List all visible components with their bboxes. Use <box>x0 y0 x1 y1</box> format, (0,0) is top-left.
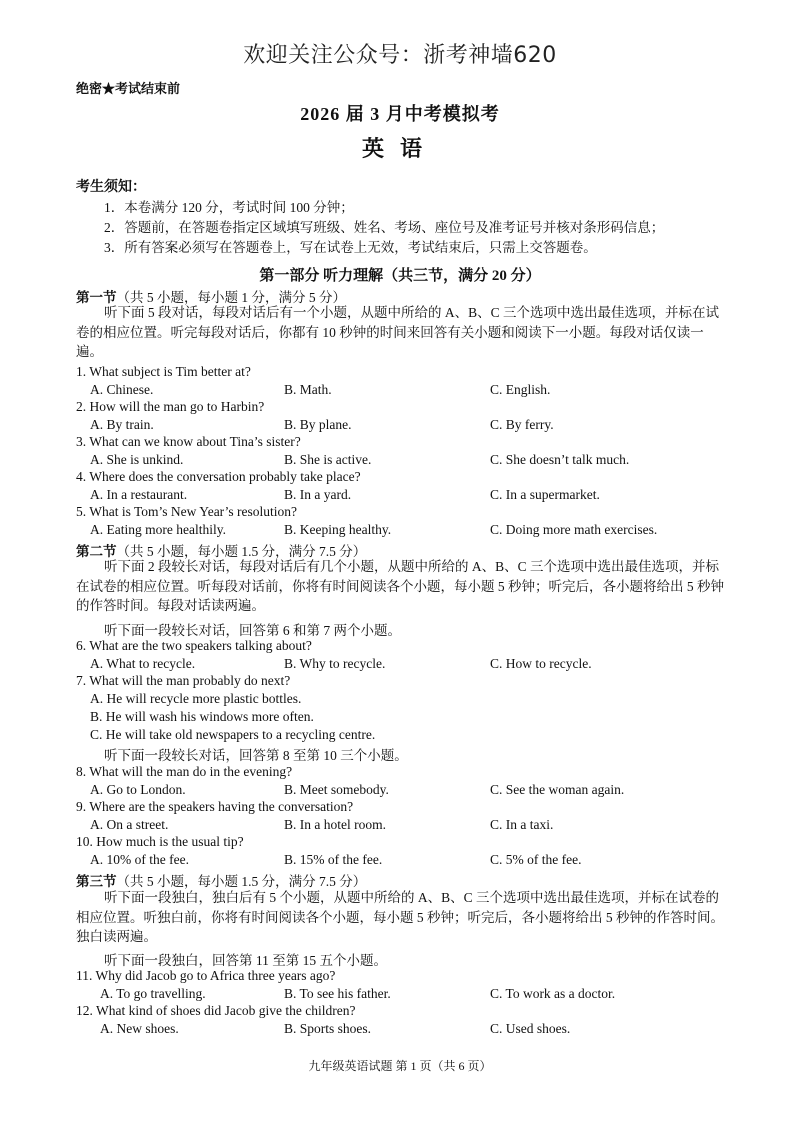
part1-title: 第一部分 听力理解（共三节，满分 20 分） <box>259 268 541 284</box>
subject-title: 英语 <box>361 136 438 161</box>
question-stem: 1. What subject is Tim better at? <box>76 364 251 379</box>
option-c: C. He will take old newspapers to a recycling centre. <box>90 727 376 742</box>
option-a: A. To go travelling. <box>100 986 206 1001</box>
dialogue-instruction: 听下面一段较长对话，回答第 8 至第 10 三个小题。 <box>104 748 408 763</box>
option-b: B. In a hotel room. <box>284 817 386 832</box>
option-b: B. Why to recycle. <box>284 656 386 671</box>
question-stem: 10. How much is the usual tip? <box>76 834 244 849</box>
option-c: C. Used shoes. <box>490 1021 571 1036</box>
option-c: C. To work as a doctor. <box>490 986 616 1001</box>
option-c: C. In a taxi. <box>490 817 554 832</box>
section-label: 第二节 <box>76 544 117 559</box>
option-a: A. What to recycle. <box>90 656 196 671</box>
section2-instructions: 听下面 2 段较长对话，每段对话后有几个小题，从题中所给的 A、B、C 三个选项中选出最佳选项，并标在试卷的相应位置。听每段对话前，你将有时间阅读各个小题，每小题 5 秒钟；听完后，各小题将给出 5 秒钟的作答时间。每段对话读两遍。 <box>76 559 724 613</box>
option-a: A. On a street. <box>90 817 169 832</box>
question-stem: 6. What are the two speakers talking about? <box>76 638 312 653</box>
section-info: （共 5 小题，每小题 1.5 分，满分 7.5 分） <box>116 544 367 559</box>
option-a: A. Chinese. <box>90 382 154 397</box>
option-a: A. In a restaurant. <box>90 487 188 502</box>
option-b: B. Meet somebody. <box>284 782 389 797</box>
option-a: A. New shoes. <box>100 1021 179 1036</box>
page-footer: 九年级英语试题 第 1 页（共 6 页） <box>308 1059 492 1073</box>
option-b: B. Keeping healthy. <box>284 522 392 537</box>
section-label: 第一节 <box>76 290 117 305</box>
question-stem: 9. Where are the speakers having the conversation? <box>76 799 354 814</box>
section3-instructions: 听下面一段独白，独白后有 5 个小题，从题中所给的 A、B、C 三个选项中选出最佳选项，并标在试卷的相应位置。听独白前，你将有时间阅读各个小题，每小题 5 秒钟；听完后，各小题将给出 5 秒钟的作答时间。独白读两遍。 <box>76 890 724 944</box>
option-a: A. By train. <box>90 417 154 432</box>
question-stem: 2. How will the man go to Harbin? <box>76 399 265 414</box>
option-b: B. He will wash his windows more often. <box>90 709 314 724</box>
option-a: A. Go to London. <box>90 782 186 797</box>
option-b: B. Math. <box>284 382 332 397</box>
question-stem: 8. What will the man do in the evening? <box>76 764 293 779</box>
option-a: A. Eating more healthily. <box>90 522 226 537</box>
option-c: C. By ferry. <box>490 417 554 432</box>
option-b: B. Sports shoes. <box>284 1021 372 1036</box>
option-c: C. How to recycle. <box>490 656 592 671</box>
question-stem: 11. Why did Jacob go to Africa three years ago? <box>76 968 336 983</box>
option-b: B. To see his father. <box>284 986 391 1001</box>
option-b: B. 15% of the fee. <box>284 852 383 867</box>
exam-title: 2026 届 3 月中考模拟考 <box>300 104 500 124</box>
notice-item: 2．答题前，在答题卷指定区域填写班级、姓名、考场、座位号及准考证号并核对条形码信息； <box>104 220 665 235</box>
question-stem: 12. What kind of shoes did Jacob give the children? <box>76 1003 356 1018</box>
monologue-instruction: 听下面一段独白，回答第 11 至第 15 五个小题。 <box>104 953 387 968</box>
notice-item: 3．所有答案必须写在答题卷上，写在试卷上无效，考试结束后，只需上交答题卷。 <box>104 240 597 255</box>
option-a: A. 10% of the fee. <box>90 852 189 867</box>
section-info: （共 5 小题，每小题 1.5 分，满分 7.5 分） <box>116 874 367 889</box>
notice-title: 考生须知： <box>76 180 146 195</box>
notice-item: 1．本卷满分 120 分，考试时间 100 分钟； <box>104 200 354 215</box>
section1-instructions: 听下面 5 段对话，每段对话后有一个小题，从题中所给的 A、B、C 三个选项中选出最佳选项，并标在试卷的相应位置。听完每段对话后，你都有 10 秒钟的时间来回答有关小题和阅读下一小题。每段对话仅读一遍。 <box>76 305 720 359</box>
option-c: C. See the woman again. <box>490 782 625 797</box>
option-c: C. She doesn’t talk much. <box>490 452 630 467</box>
option-b: B. In a yard. <box>284 487 352 502</box>
question-stem: 5. What is Tom’s New Year’s resolution? <box>76 504 298 519</box>
secret-label: 绝密★考试结束前 <box>76 81 181 96</box>
section3-heading <box>76 870 366 890</box>
question-stem: 7. What will the man probably do next? <box>76 673 291 688</box>
option-c: C. English. <box>490 382 551 397</box>
option-a: A. She is unkind. <box>90 452 184 467</box>
option-b: B. By plane. <box>284 417 352 432</box>
option-c: C. Doing more math exercises. <box>490 522 658 537</box>
option-c: C. 5% of the fee. <box>490 852 582 867</box>
question-stem: 4. Where does the conversation probably take place? <box>76 469 361 484</box>
section-label: 第三节 <box>76 874 117 889</box>
option-a: A. He will recycle more plastic bottles. <box>90 691 302 706</box>
banner-text: 欢迎关注公众号：浙考神墙620 <box>243 43 557 68</box>
option-c: C. In a supermarket. <box>490 487 600 502</box>
question-stem: 3. What can we know about Tina’s sister? <box>76 434 301 449</box>
option-b: B. She is active. <box>284 452 372 467</box>
dialogue-instruction: 听下面一段较长对话，回答第 6 和第 7 两个小题。 <box>104 623 401 638</box>
section-info: （共 5 小题，每小题 1 分，满分 5 分） <box>116 290 346 305</box>
